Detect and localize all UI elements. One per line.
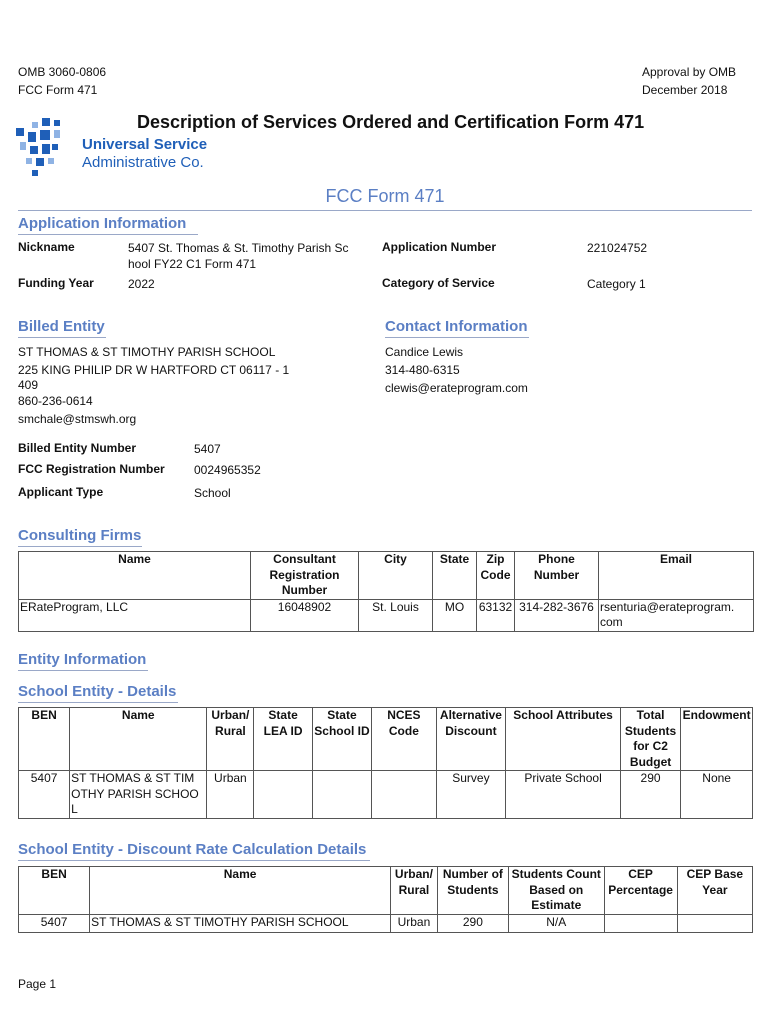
entity-info-rule bbox=[18, 670, 148, 671]
col-header-name: Name bbox=[19, 552, 251, 600]
col-header-ben: BEN bbox=[19, 867, 90, 915]
school-entity-section-title: School Entity - Details bbox=[18, 683, 177, 700]
billed-entity-name: ST THOMAS & ST TIMOTHY PARISH SCHOOL bbox=[18, 345, 276, 359]
consulting-header-row bbox=[19, 552, 754, 600]
cell-cep-base-year bbox=[677, 914, 752, 932]
contact-email: clewis@erateprogram.com bbox=[385, 381, 528, 395]
col-header-number-of-students: Number of Students bbox=[437, 867, 508, 915]
application-rule bbox=[18, 234, 198, 235]
consulting-table bbox=[18, 551, 754, 632]
cell-cep-percentage bbox=[604, 914, 677, 932]
consulting-section-title: Consulting Firms bbox=[18, 527, 142, 544]
cell-zip: 63132 bbox=[477, 599, 515, 631]
cell-endowment: None bbox=[681, 771, 753, 819]
page-title: Description of Services Ordered and Certification Form 471 bbox=[137, 112, 645, 132]
table-row bbox=[19, 914, 753, 932]
heading-rule bbox=[18, 210, 752, 211]
cell-ben: 5407 bbox=[19, 914, 90, 932]
cell-state-school-id bbox=[312, 771, 371, 819]
category-label: Category of Service bbox=[382, 276, 495, 290]
billed-entity-address-2: 409 bbox=[18, 378, 39, 392]
frn-value: 0024965352 bbox=[194, 463, 261, 477]
col-header-total-students: Total Students for C2 Budget bbox=[620, 708, 680, 771]
col-header-urban-rural: Urban/ Rural bbox=[391, 867, 438, 915]
ben-label: Billed Entity Number bbox=[18, 441, 137, 455]
frn-label: FCC Registration Number bbox=[18, 462, 165, 476]
contact-rule bbox=[385, 337, 529, 338]
logo-line-2: Administrative Co. bbox=[82, 154, 204, 171]
col-header-cep-base-year: CEP Base Year bbox=[677, 867, 752, 915]
application-number-label: Application Number bbox=[382, 240, 497, 254]
applicant-type-label: Applicant Type bbox=[18, 485, 104, 499]
cell-school-name: ST THOMAS & ST TIMOTHY PARISH SCHOOL bbox=[90, 914, 391, 932]
school-entity-header-row bbox=[19, 708, 753, 771]
application-section-title: Application Information bbox=[18, 215, 187, 232]
omb-number: OMB 3060-0806 bbox=[18, 65, 107, 79]
discount-table bbox=[18, 866, 753, 933]
consulting-rule bbox=[18, 546, 142, 547]
cell-email: rsenturia@erateprogram. com bbox=[599, 599, 754, 631]
col-header-ben: BEN bbox=[19, 708, 70, 771]
billed-entity-section-title: Billed Entity bbox=[18, 318, 105, 335]
col-header-city: City bbox=[359, 552, 433, 600]
funding-year-value: 2022 bbox=[128, 277, 155, 291]
col-header-phone: Phone Number bbox=[515, 552, 599, 600]
col-header-state-school-id: State School ID bbox=[312, 708, 371, 771]
col-header-state: State bbox=[433, 552, 477, 600]
contact-section-title: Contact Information bbox=[385, 318, 528, 335]
nickname-value: 5407 St. Thomas & St. Timothy Parish Sc hool FY22 C1 Form 471 bbox=[128, 241, 349, 271]
entity-info-section-title: Entity Information bbox=[18, 651, 147, 668]
form-heading: FCC Form 471 bbox=[325, 186, 445, 206]
col-header-urban-rural: Urban/ Rural bbox=[207, 708, 254, 771]
cell-urban-rural: Urban bbox=[207, 771, 254, 819]
cell-phone: 314-282-3676 bbox=[515, 599, 599, 631]
col-header-nces-code: NCES Code bbox=[372, 708, 436, 771]
billed-entity-rule bbox=[18, 337, 106, 338]
billed-entity-email: smchale@stmswh.org bbox=[18, 412, 137, 426]
cell-school-name: ST THOMAS & ST TIM OTHY PARISH SCHOO L bbox=[70, 771, 207, 819]
cell-consultant-name: ERateProgram, LLC bbox=[19, 599, 251, 631]
nickname-label: Nickname bbox=[18, 240, 75, 254]
col-header-email: Email bbox=[599, 552, 754, 600]
form-number: FCC Form 471 bbox=[18, 83, 98, 97]
cell-total-students: 290 bbox=[620, 771, 680, 819]
funding-year-label: Funding Year bbox=[18, 276, 94, 290]
discount-header-row bbox=[19, 867, 753, 915]
billed-entity-address-1: 225 KING PHILIP DR W HARTFORD CT 06117 - 1 bbox=[18, 363, 290, 377]
billed-entity-phone: 860-236-0614 bbox=[18, 394, 93, 408]
cell-state-lea-id bbox=[254, 771, 312, 819]
cell-school-attributes: Private School bbox=[506, 771, 621, 819]
table-row bbox=[19, 771, 753, 819]
discount-rule bbox=[18, 860, 370, 861]
ben-value: 5407 bbox=[194, 442, 221, 456]
cell-number-of-students: 290 bbox=[437, 914, 508, 932]
usac-logo-mark-icon bbox=[16, 114, 70, 184]
discount-section-title: School Entity - Discount Rate Calculation Details bbox=[18, 841, 367, 858]
contact-name: Candice Lewis bbox=[385, 345, 464, 359]
school-entity-rule bbox=[18, 702, 178, 703]
col-header-school-attributes: School Attributes bbox=[506, 708, 621, 771]
applicant-type-value: School bbox=[194, 486, 231, 500]
col-header-endowment: Endowment bbox=[681, 708, 753, 771]
col-header-alternative-discount: Alternative Discount bbox=[436, 708, 506, 771]
cell-city: St. Louis bbox=[359, 599, 433, 631]
omb-approval: Approval by OMB bbox=[642, 65, 737, 79]
cell-alternative-discount: Survey bbox=[436, 771, 506, 819]
cell-nces-code bbox=[372, 771, 436, 819]
cell-state: MO bbox=[433, 599, 477, 631]
col-header-cep-percentage: CEP Percentage bbox=[604, 867, 677, 915]
category-value: Category 1 bbox=[587, 277, 646, 291]
cell-ben: 5407 bbox=[19, 771, 70, 819]
omb-date: December 2018 bbox=[642, 83, 728, 97]
col-header-zip: Zip Code bbox=[477, 552, 515, 600]
logo-line-1: Universal Service bbox=[82, 136, 208, 153]
cell-consultant-reg: 16048902 bbox=[251, 599, 359, 631]
col-header-students-count-estimate: Students Count Based on Estimate bbox=[508, 867, 604, 915]
application-number-value: 221024752 bbox=[587, 241, 648, 255]
table-row bbox=[19, 599, 754, 631]
col-header-state-lea-id: State LEA ID bbox=[254, 708, 312, 771]
school-entity-table bbox=[18, 707, 753, 819]
col-header-consultant-reg: Consultant Registration Number bbox=[251, 552, 359, 600]
cell-students-count-estimate: N/A bbox=[508, 914, 604, 932]
col-header-name: Name bbox=[70, 708, 207, 771]
cell-urban-rural: Urban bbox=[391, 914, 438, 932]
contact-phone: 314-480-6315 bbox=[385, 363, 460, 377]
page-number: Page 1 bbox=[18, 977, 57, 991]
col-header-name: Name bbox=[90, 867, 391, 915]
